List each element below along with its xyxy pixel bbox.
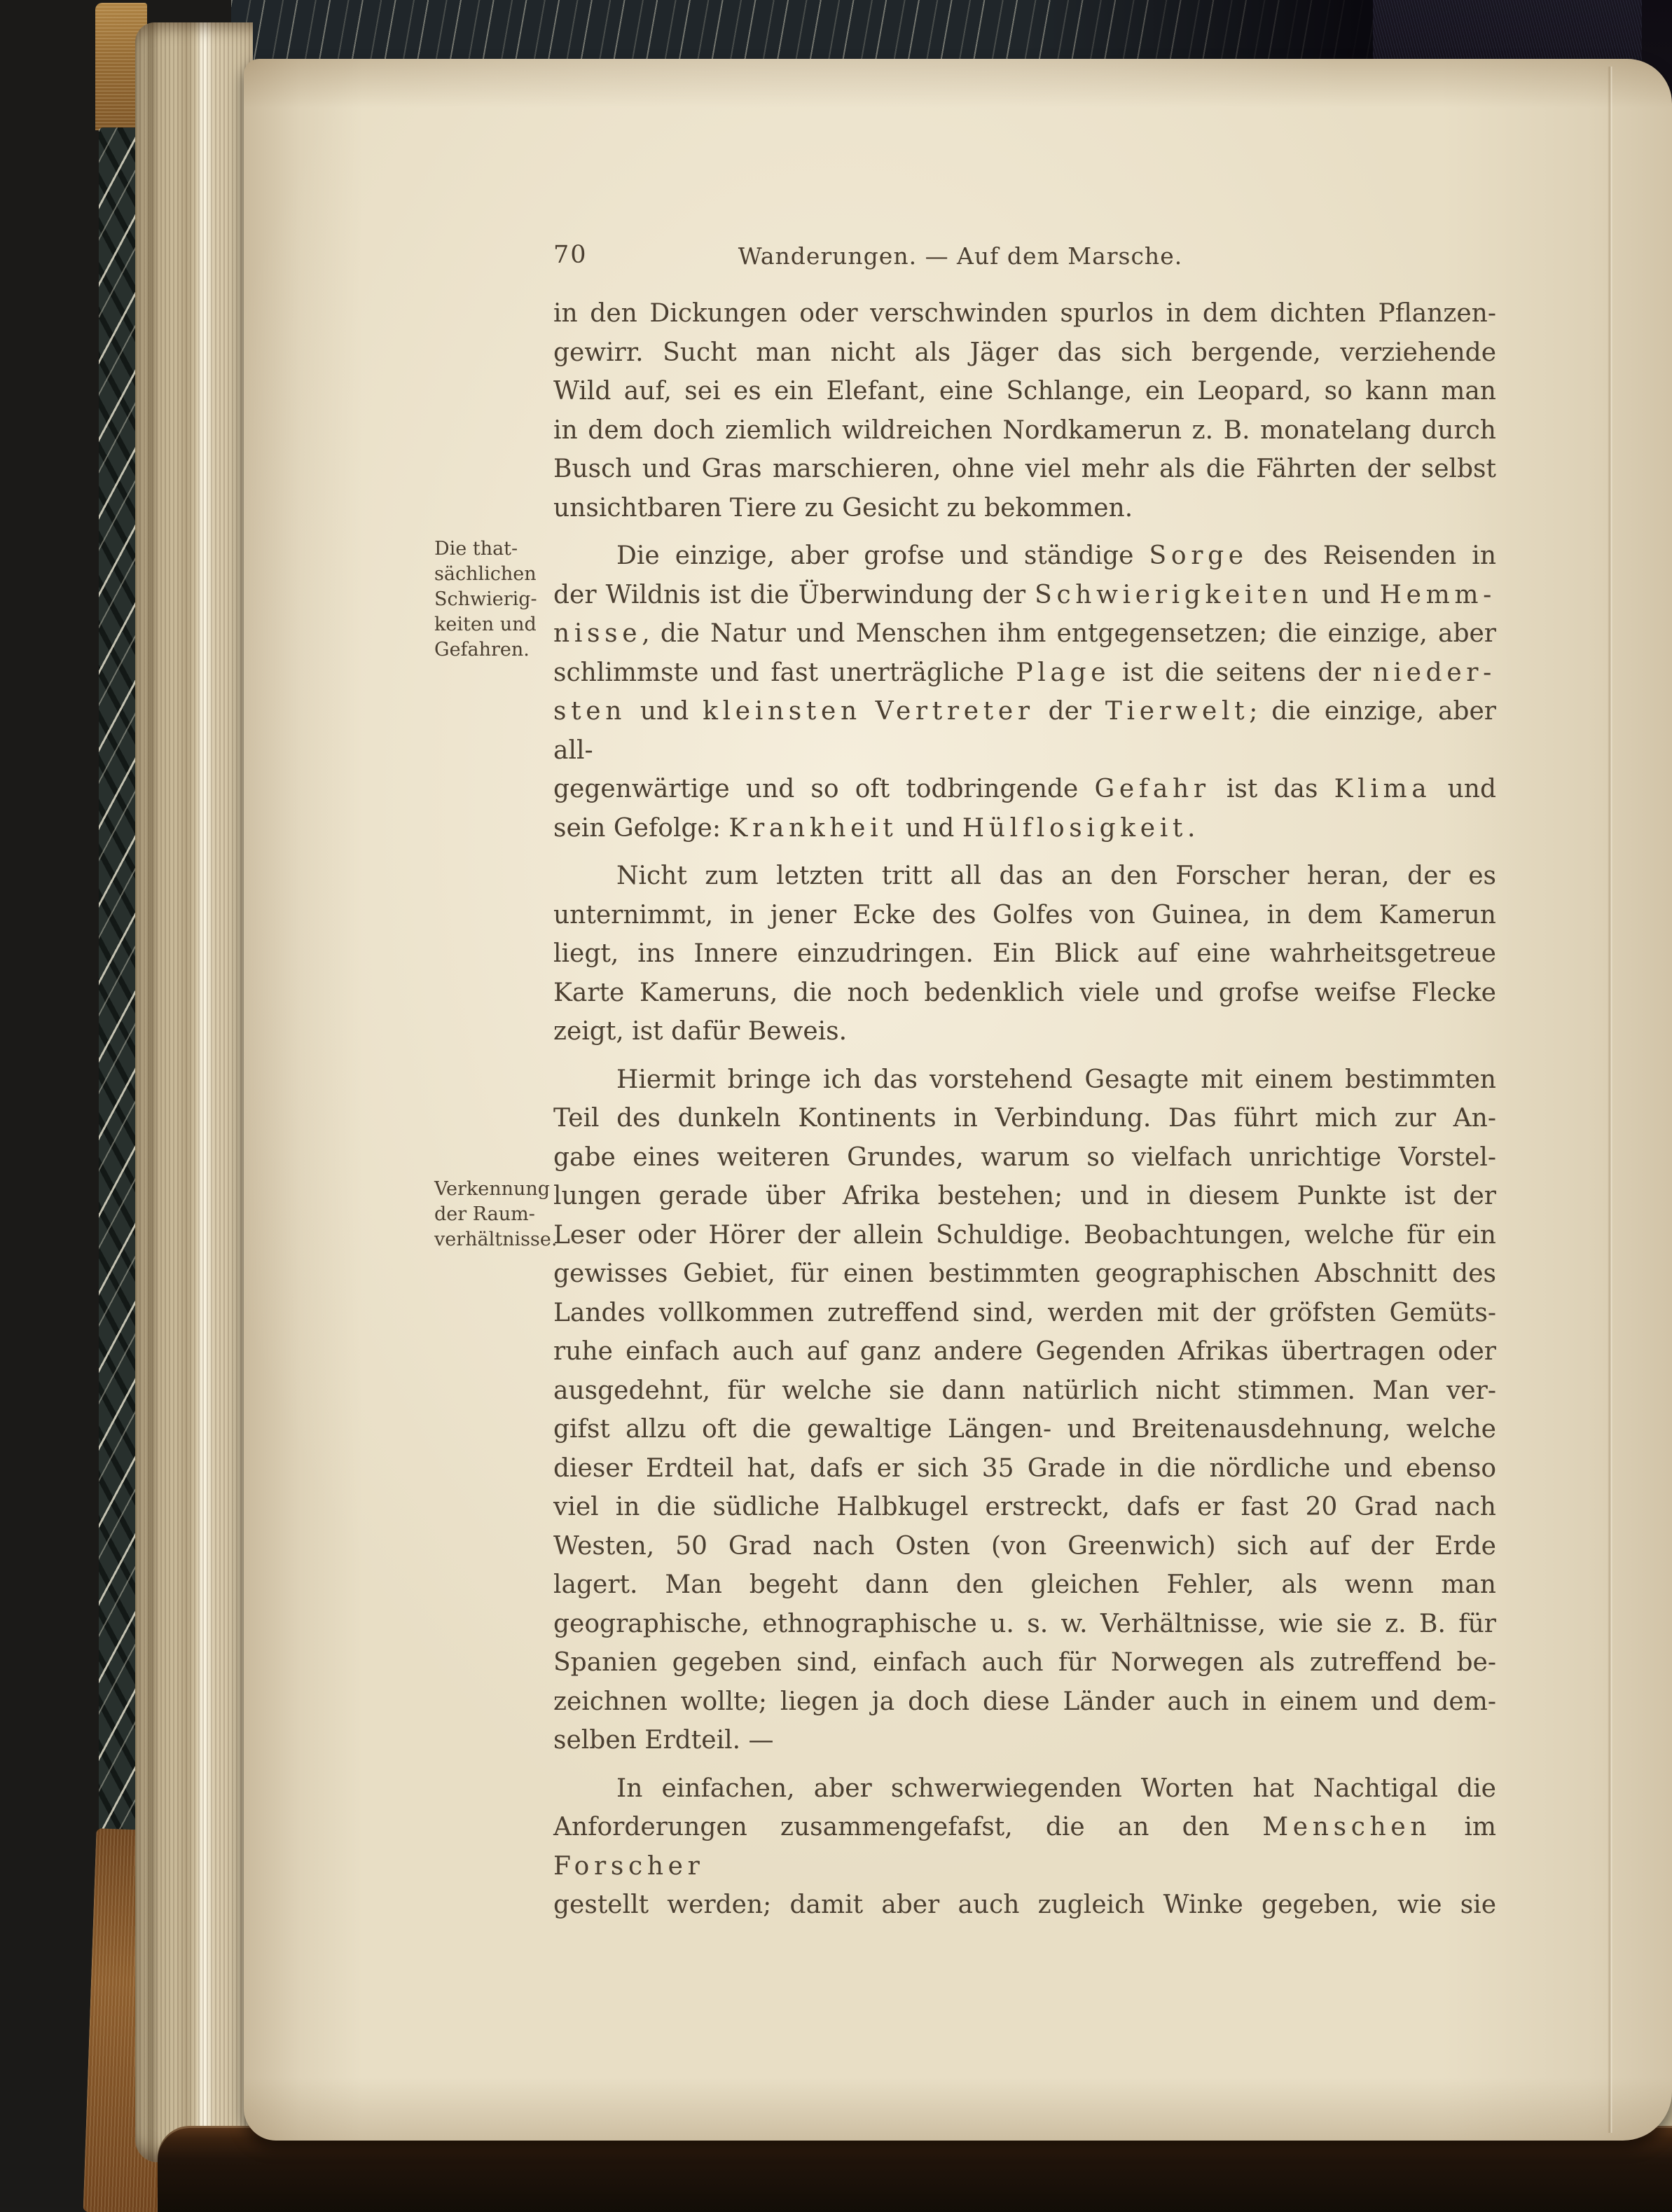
margin-note-line: Schwierig- (434, 588, 537, 610)
margin-note-line: sächlichen (434, 563, 537, 585)
text-line (553, 1012, 1496, 1051)
text-segment: ist die seitens der (1110, 658, 1373, 687)
text-line (553, 576, 1496, 615)
text-segment: gabe eines weiteren Grundes, warum so vielfach unrichtige Vorstel- (553, 1142, 1496, 1172)
text-segment: ausgedehnt, für welche sie dann natürlich nicht stimmen. Man ver- (553, 1376, 1496, 1405)
text-segment: zeichnen wollte; liegen ja doch diese Länder auch in einem und dem- (553, 1687, 1496, 1716)
margin-note-line: der Raum- (434, 1203, 535, 1225)
text-line (553, 411, 1496, 450)
text-line (553, 1808, 1496, 1886)
text-segment: gifst allzu oft die gewaltige Längen- und Breitenausdehnung, welche (553, 1415, 1496, 1444)
emphasized-word: nieder- (1372, 658, 1496, 687)
emphasized-word: sten (553, 697, 627, 726)
margin-note (434, 1177, 558, 1252)
text-block (553, 294, 1496, 1925)
margin-note-line: Die that- (434, 538, 518, 560)
text-line (553, 692, 1496, 770)
text-line (553, 1565, 1496, 1605)
text-segment: in dem doch ziemlich wildreichen Nordkamerun z. B. monatelang durch (553, 415, 1496, 445)
text-segment: Hiermit bringe ich das vorstehend Gesagte mit einem bestimmten (616, 1065, 1496, 1094)
text-segment: der Wildnis ist die Überwindung der (553, 580, 1035, 609)
text-line (553, 537, 1496, 576)
text-line (553, 1682, 1496, 1722)
text-segment: Leser oder Hörer der allein Schuldige. Beobachtungen, welche für ein (553, 1220, 1496, 1250)
text-line (553, 857, 1496, 896)
text-segment: der (1034, 697, 1105, 726)
emphasized-word: Tierwelt (1105, 697, 1250, 726)
text-segment: geographische, ethnographische u. s. w. Verhältnisse, wie sie z. B. für (553, 1609, 1496, 1638)
text-line (553, 1488, 1496, 1527)
text-segment: Landes vollkommen zutreffend sind, werden mit der gröfsten Gemüts- (553, 1298, 1496, 1327)
text-line (553, 1643, 1496, 1682)
text-segment: und (1313, 580, 1380, 609)
running-header: Wanderungen. — Auf dem Marsche. (738, 242, 1183, 270)
emphasized-word: Gefahr (1094, 775, 1210, 803)
emphasized-word: nisse (553, 619, 642, 648)
text-segment: Busch und Gras marschieren, ohne viel mehr als die Fährten der selbst (553, 455, 1496, 483)
text-line (553, 489, 1496, 528)
emphasized-word: Schwierigkeiten (1035, 580, 1313, 609)
text-segment: in den Dickungen oder verschwinden spurlos in dem dichten Pflanzen- (553, 299, 1496, 328)
text-line (553, 1410, 1496, 1449)
text-line (553, 1721, 1496, 1760)
text-line (553, 809, 1496, 848)
margin-note-line: keiten und (434, 614, 537, 635)
margin-note-line: Gefahren. (434, 639, 530, 661)
text-segment: sein Gefolge: (553, 813, 729, 843)
text-segment: lungen gerade über Afrika bestehen; und in diesem Punkte ist der (553, 1182, 1496, 1210)
text-segment: gewirr. Sucht man nicht als Jäger das sich bergende, verziehende (553, 338, 1496, 367)
emphasized-word: Plage (1016, 658, 1111, 687)
text-segment: . (1187, 813, 1196, 843)
emphasized-word: Klima (1334, 775, 1432, 803)
margin-note (434, 537, 552, 663)
text-segment: im (1431, 1813, 1496, 1841)
emphasized-word: Forscher (553, 1851, 705, 1881)
text-segment: ruhe einfach auch auf ganz andere Gegenden Afrikas übertragen oder (553, 1337, 1496, 1366)
text-segment: und (626, 697, 703, 726)
emphasized-word: Menschen (1262, 1813, 1432, 1841)
text-segment: ; die einzige, aber all- (553, 697, 1496, 765)
text-segment: gewisses Gebiet, für einen bestimmten geographischen Abschnitt des (553, 1259, 1496, 1288)
page-number: 70 (553, 241, 588, 269)
text-line (553, 1332, 1496, 1371)
text-line (553, 1527, 1496, 1566)
text-segment: viel in die südliche Halbkugel erstreckt, dafs er fast 20 Grad nach (553, 1493, 1496, 1521)
text-line (553, 934, 1496, 974)
emphasized-word: kleinsten (703, 697, 862, 726)
emphasized-word: Krankheit (728, 813, 898, 843)
text-segment: Nicht zum letzten tritt all das an den Forscher heran, der es (616, 862, 1496, 890)
paragraph (553, 1769, 1496, 1925)
text-line (553, 294, 1496, 333)
text-line (553, 770, 1496, 809)
text-line (553, 1216, 1496, 1255)
text-segment: Anforderungen zusammengefafst, die an den (553, 1813, 1263, 1841)
text-line (553, 1886, 1496, 1925)
text-line (553, 333, 1496, 373)
text-segment: dieser Erdteil hat, dafs er sich 35 Grade in die nördliche und ebenso (553, 1453, 1496, 1483)
text-line (553, 1294, 1496, 1333)
text-segment: Spanien gegeben sind, einfach auch für Norwegen als zutreffend be- (553, 1648, 1496, 1677)
text-segment: selben Erdteil. — (553, 1726, 774, 1755)
page-block-edges (135, 22, 253, 2162)
text-line (553, 1769, 1496, 1809)
text-segment: Wild auf, sei es ein Elefant, eine Schlange, ein Leopard, so kann man (553, 377, 1496, 406)
text-segment: gegenwärtige und so oft todbringende (553, 775, 1095, 803)
text-segment: Teil des dunkeln Kontinents in Verbindung. Das führt mich zur An- (553, 1104, 1496, 1133)
text-line (553, 450, 1496, 489)
text-segment: , die Natur und Menschen ihm entgegensetzen; die einzige, aber (642, 619, 1496, 648)
page-header (553, 241, 1496, 276)
emphasized-word: Hülflosigkeit (962, 813, 1188, 843)
text-segment: unsichtbaren Tiere zu Gesicht zu bekommen. (553, 493, 1133, 523)
text-segment: In einfachen, aber schwerwiegenden Worten hat Nachtigal die (616, 1774, 1496, 1803)
text-segment: zeigt, ist dafür Beweis. (553, 1017, 848, 1046)
text-line (553, 974, 1496, 1013)
text-segment: Karte Kameruns, die noch bedenklich viele und grofse weifse Flecke (553, 978, 1496, 1007)
text-line (553, 614, 1496, 654)
paragraph (553, 1060, 1496, 1760)
text-line (553, 1371, 1496, 1411)
text-line (553, 1138, 1496, 1177)
text-segment: lagert. Man begeht dann den gleichen Fehler, als wenn man (553, 1570, 1496, 1599)
emphasized-word: Vertreter (875, 697, 1035, 726)
text-line (553, 654, 1496, 693)
text-segment (862, 697, 876, 726)
text-line (553, 1099, 1496, 1138)
text-line (553, 896, 1496, 935)
paragraph (553, 857, 1496, 1051)
paragraph (553, 537, 1496, 848)
emphasized-word: Sorge (1149, 541, 1248, 570)
margin-note-line: verhältnisse. (434, 1229, 558, 1250)
text-segment: liegt, ins Innere einzudringen. Ein Blick auf eine wahrheitsgetreue (553, 939, 1496, 968)
text-segment: Westen, 50 Grad nach Osten (von Greenwich) sich auf der Erde (553, 1531, 1496, 1561)
text-segment: ist das (1210, 775, 1334, 803)
text-segment: Die einzige, aber grofse und ständige (616, 541, 1149, 570)
text-segment: und (897, 813, 962, 843)
text-segment: schlimmste und fast unerträgliche (553, 658, 1016, 687)
text-segment: des Reisenden in (1248, 541, 1497, 570)
gutter-crease (1608, 67, 1612, 2133)
text-line (553, 1254, 1496, 1294)
paragraph (553, 294, 1496, 527)
text-segment: und (1431, 775, 1496, 803)
margin-note-line: Verkennung (434, 1178, 551, 1200)
text-segment: unternimmt, in jener Ecke des Golfes von Guinea, in dem Kamerun (553, 900, 1496, 929)
text-line (553, 372, 1496, 411)
text-segment: gestellt werden; damit aber auch zugleich Winke gegeben, wie sie (553, 1890, 1496, 1919)
text-line (553, 1060, 1496, 1100)
emphasized-word: Hemm- (1379, 580, 1496, 609)
text-line (553, 1605, 1496, 1644)
text-line (553, 1177, 1496, 1216)
text-line (553, 1449, 1496, 1488)
